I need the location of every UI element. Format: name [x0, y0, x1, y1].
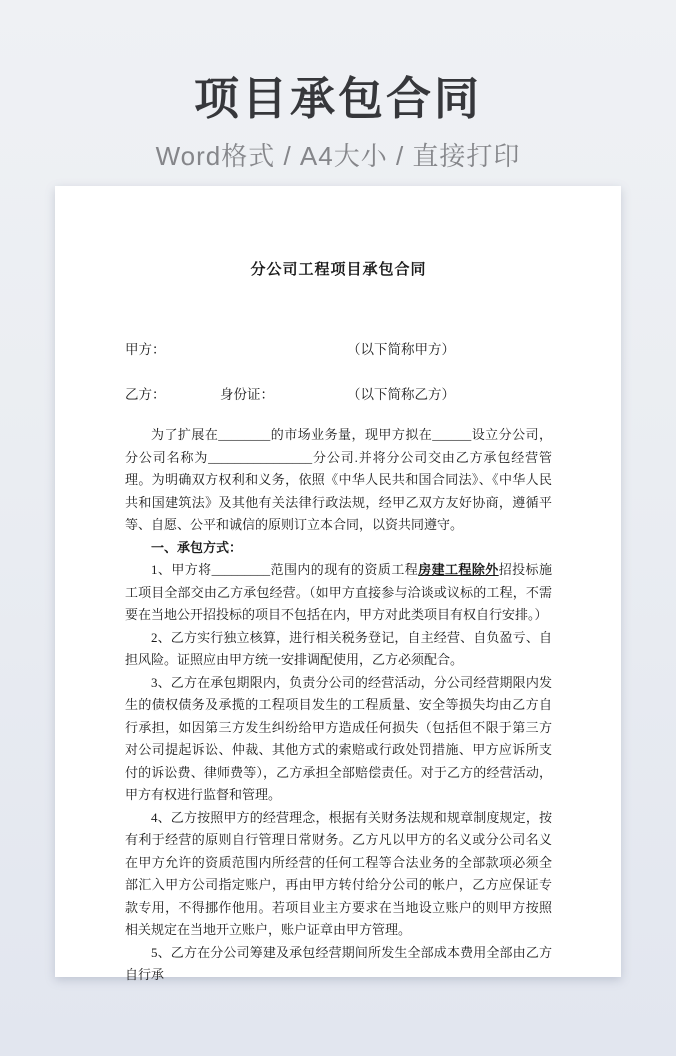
- document-body: [125, 424, 552, 987]
- clause-2-text: 2、乙方实行独立核算，进行相关税务登记，自主经营、自负盈亏、自担风险。证照应由甲方统一安排调配使用，乙方必须配合。: [125, 629, 552, 667]
- banner-title: 项目承包合同: [193, 73, 482, 124]
- party-a-alias: （以下简称甲方）: [347, 342, 455, 357]
- party-b-row: [125, 387, 552, 403]
- clause-1-emphasis: 房建工程除外: [418, 562, 499, 577]
- clause-4-text: 4、乙方按照甲方的经营理念，根据有关财务法规和规章制度规定，按有利于经营的原则自行管理日常财务。乙方凡以甲方的名义或分公司名义在甲方允许的资质范围内所经营的任何工程等合法业务的全部款项必须全部汇入甲方公司指定账户，再由甲方转付给分公司的帐户，乙方应保证专款专用，不得挪作他用。若项目业主方要求在当地设立账户的则甲方按照相关规定在当地开立账户，账户证章由甲方管理。: [125, 809, 552, 937]
- party-b-label: 乙方：: [125, 387, 166, 402]
- clause-5-text: 5、乙方在分公司筹建及承包经营期间所发生全部成本费用全部由乙方自行承: [125, 944, 552, 982]
- clause-3-text: 3、乙方在承包期限内，负责分公司的经营活动，分公司经营期限内发生的债权债务及承揽的工程项目发生的工程质量、安全等损失均由乙方自行承担，如因第三方发生纠纷给甲方造成任何损失（包括但不限于第三方对公司提起诉讼、仲裁、其他方式的索赔或行政处罚措施、甲方应诉所支付的诉讼费、律师费等），乙方承担全部赔偿责任。对于乙方的经营活动，甲方有权进行监督和管理。: [125, 674, 552, 802]
- clause-1: [125, 559, 552, 627]
- document-title: 分公司工程项目承包合同: [250, 262, 427, 278]
- document-content: [55, 186, 621, 987]
- intro-paragraph: 为了扩展在________的市场业务量，现甲方拟在______设立分公司，分公司名称为________________分公司.并将分公司交由乙方承包经营管理。为明确双方权利和义务，依照《中华人民共和国合同法》、《中华人民共和国建筑法》及其他有关法律行政法规，经甲乙双方友好协商，遵循平等、自愿、公平和诚信的原则订立本合同，以资共同遵守。: [125, 427, 552, 532]
- clause-1-text: 1、甲方将_________范围内的现有的资质工程: [151, 562, 419, 577]
- clause-4: [125, 807, 552, 942]
- banner-subtitle: Word格式 / A4大小 / 直接打印: [155, 141, 521, 171]
- clause-3: [125, 672, 552, 807]
- party-b-id-label: 身份证：: [220, 387, 274, 402]
- clause-5: [125, 942, 552, 987]
- party-a-row: [125, 342, 552, 358]
- section-heading: 一、承包方式：: [151, 539, 243, 555]
- a4-page-preview: [55, 186, 621, 982]
- clause-1-text-cont: 招投标施工项目全部交由乙方承包经营。（如甲方直接参与洽谈或议标的工程，不需要在当地公开招投标的项目不包括在内，甲方对此类项目有权自行安排。）: [125, 562, 552, 622]
- party-b-alias: （以下简称乙方）: [347, 387, 455, 402]
- party-a-label: 甲方：: [125, 342, 166, 357]
- banner: [0, 0, 676, 173]
- clause-2: [125, 627, 552, 672]
